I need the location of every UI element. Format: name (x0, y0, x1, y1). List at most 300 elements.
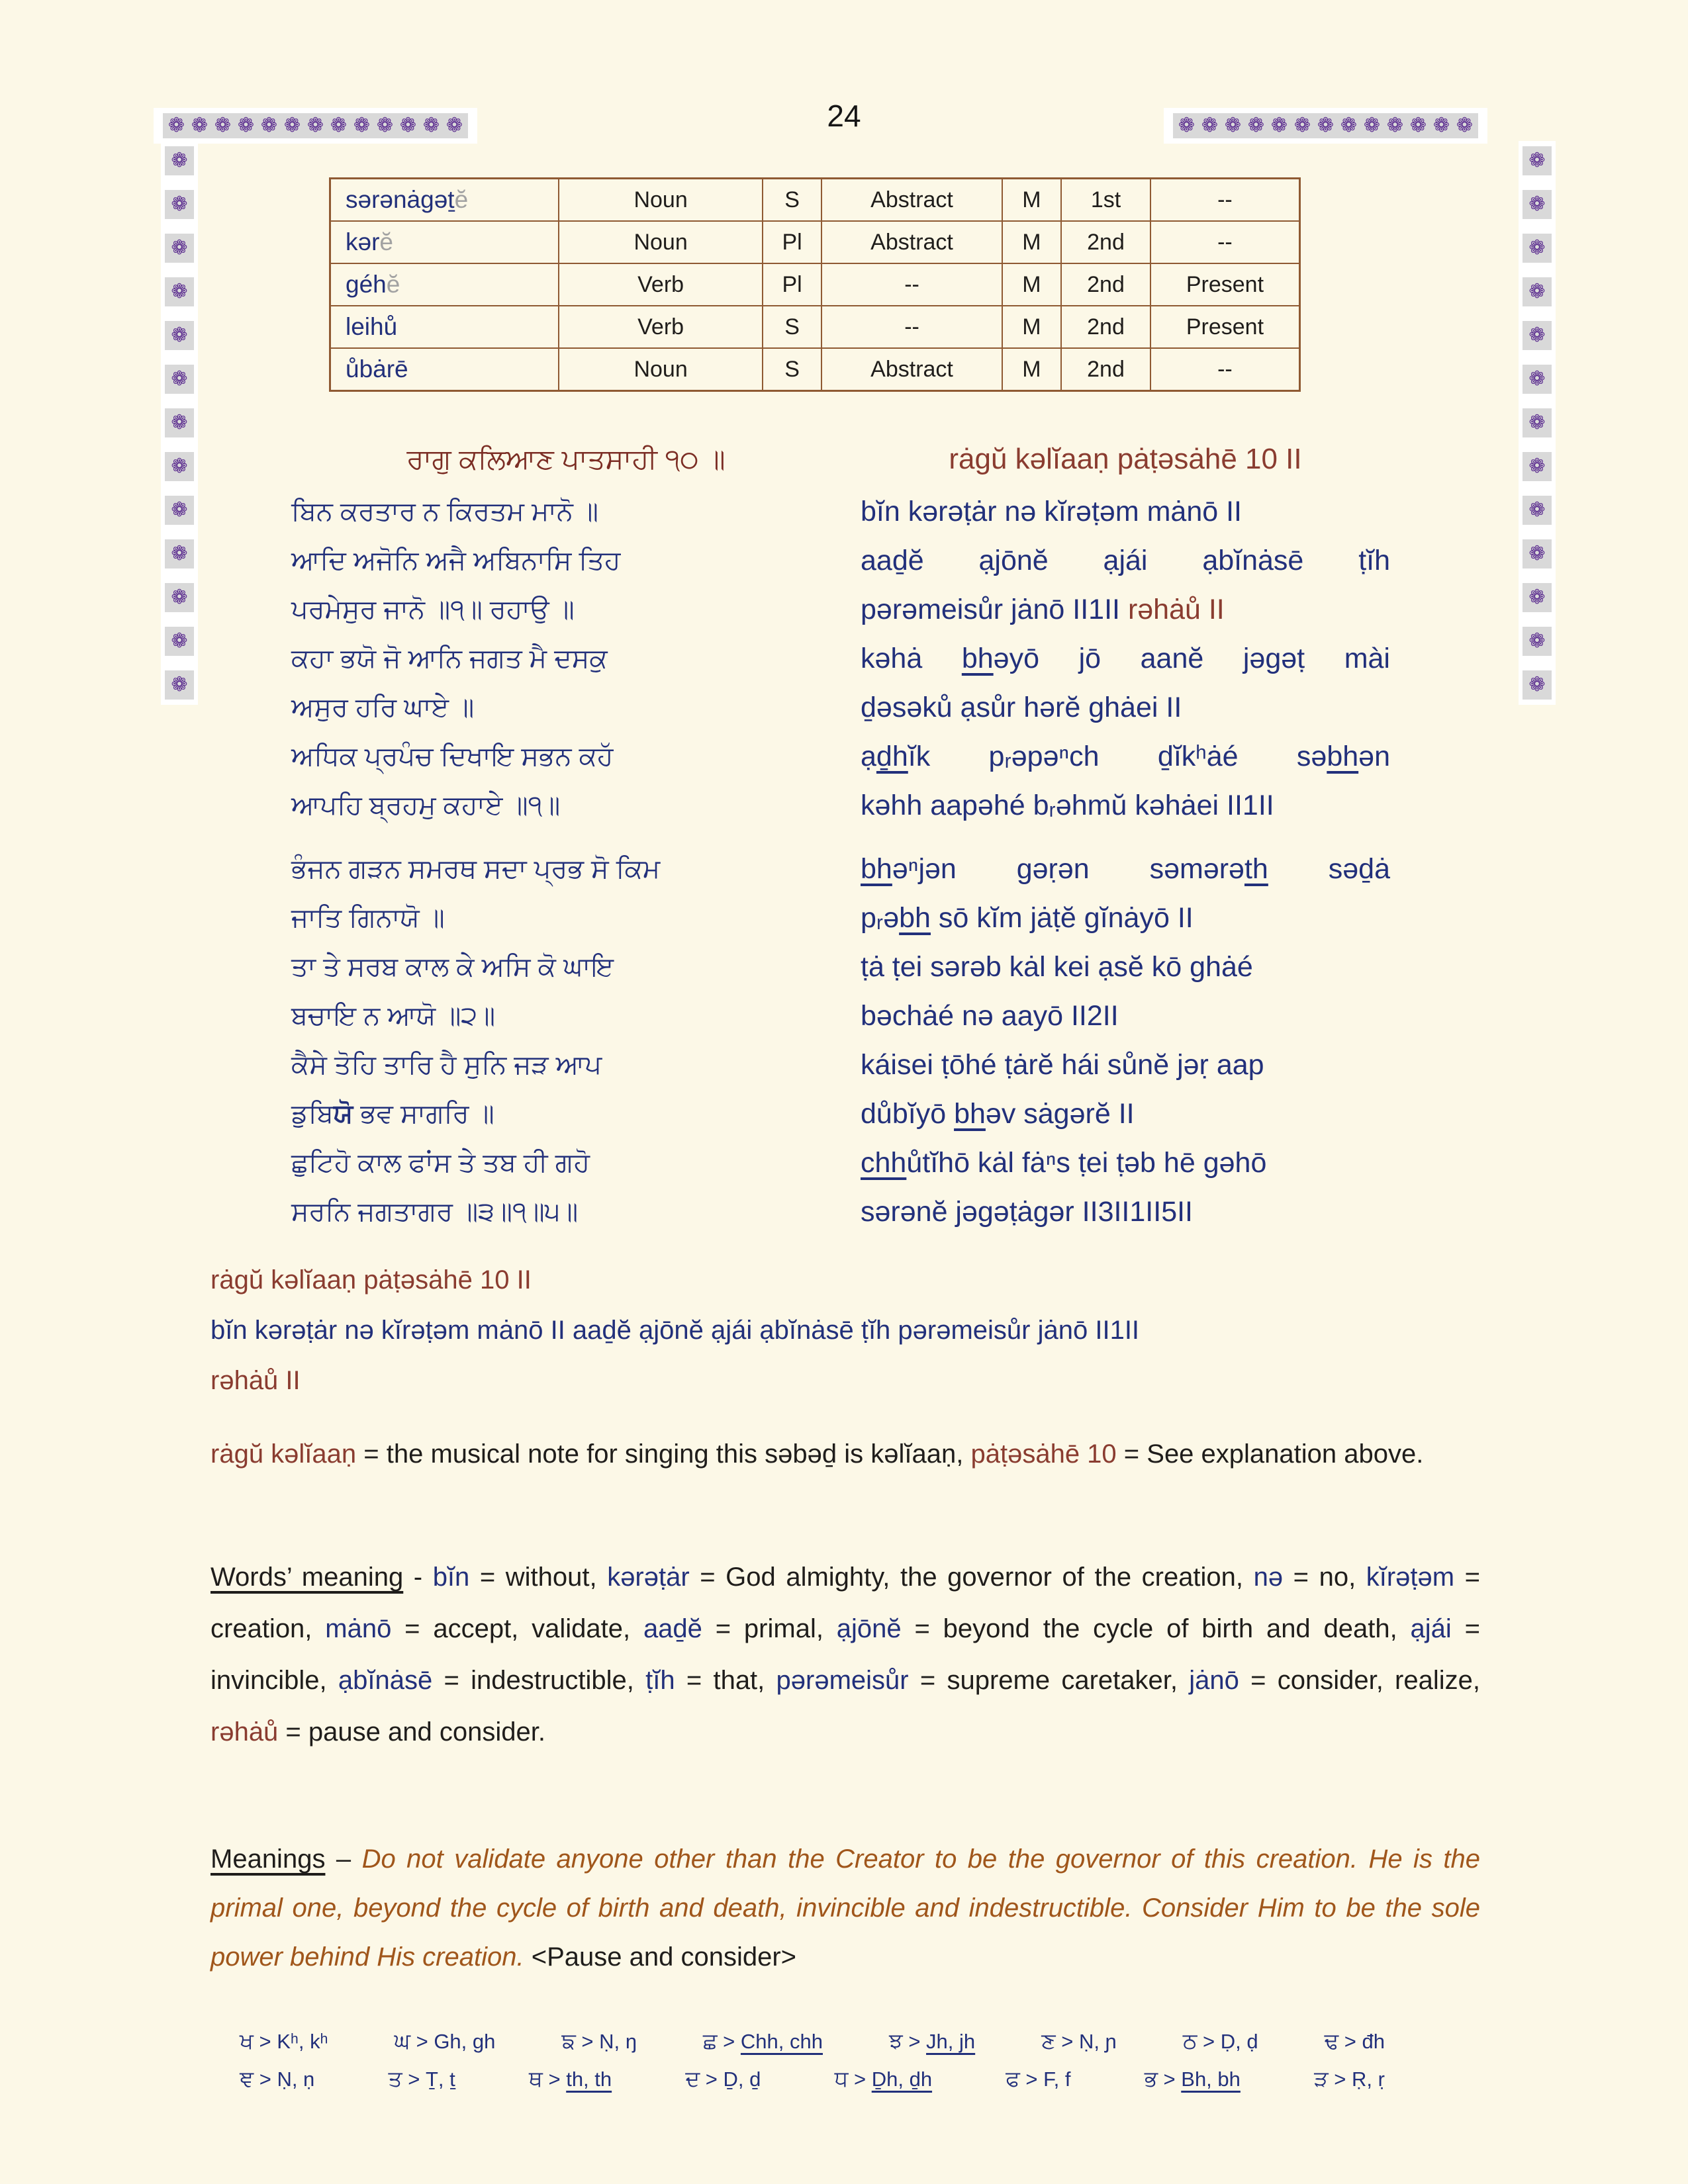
text-line (861, 1138, 1390, 1187)
roman-equivalent: Ṇ, ṇ (277, 2068, 315, 2091)
table-cell: -- (1150, 221, 1300, 263)
gurmukhi-letter: ਝ (888, 2028, 903, 2053)
text-segment: ਬਿਨ ਕਰਤਾਰ ਨ ਕਿਰਤਮ ਮਾਨੋ ॥ (291, 497, 598, 526)
flower-icon: ❁ (1363, 114, 1381, 136)
text-segment: əv sȧgərĕ II (985, 1098, 1135, 1130)
maps-to-symbol: > (410, 2030, 434, 2053)
text-segment: ạbĭnȧsē (338, 1666, 433, 1695)
legend-row-1 (240, 2023, 1385, 2060)
table-cell: Pl (763, 263, 821, 306)
flower-icon: ❁ (1523, 452, 1552, 481)
text-segment: ĭk pᵣəpəⁿch ḏĭkʰȧé sə (908, 741, 1327, 772)
flower-icon: ❁ (1340, 114, 1358, 136)
roman-equivalent: Kʰ, kʰ (277, 2030, 328, 2053)
flower-icon: ❁ (165, 539, 194, 569)
table-cell: -- (821, 263, 1002, 306)
gurmukhi-letter: ਖ (240, 2028, 254, 2053)
text-segment: ਪਰਮੇਸੁਰ ਜਾਨੋ ॥੧॥ ਰਹਾਉ ॥ (291, 595, 575, 624)
text-segment: = pause and consider. (278, 1717, 545, 1747)
text-segment: kərəṭȧr (607, 1563, 690, 1592)
flower-icon: ❁ (353, 114, 371, 136)
transliteration-legend (240, 2023, 1385, 2098)
text-segment: ਸਰਨਿ ਜਗਤਾਗਰ ॥੩॥੧॥੫॥ (291, 1197, 579, 1226)
flower-icon: ❁ (165, 496, 194, 525)
table-cell: 2nd (1061, 263, 1150, 306)
text-segment: ən (1358, 741, 1390, 772)
ornament-column-right (1519, 141, 1556, 705)
maps-to-symbol: > (253, 2030, 277, 2053)
roman-equivalent: Jh, jh (926, 2030, 976, 2053)
text-segment: səḏȧ (1268, 853, 1390, 885)
ornament-strip-top-right (1164, 108, 1487, 144)
maps-to-symbol: > (1197, 2030, 1221, 2053)
flower-icon: ❁ (1432, 114, 1450, 136)
page-number: 24 (827, 99, 861, 133)
text-segment: ਕਹਾ ਭਯੋ ਜੋ ਆਨਿ ਜਗਤ ਮੈ ਦਸਕੁ (291, 644, 608, 673)
flower-icon: ❁ (1523, 408, 1552, 437)
text-segment: ਅਧਿਕ ਪ੍ਰਪੰਚ ਦਿਖਾਇ ਸਭਨ ਕਹੱ (291, 742, 614, 771)
text-segment: bh (899, 902, 931, 934)
text-segment: rəhȧů II (211, 1366, 301, 1395)
flower-icon: ❁ (165, 408, 194, 437)
roman-equivalent: Ḏh, ḏh (871, 2068, 933, 2091)
text-segment: pərəmeisůr jȧnō II1II (861, 594, 1128, 625)
legend-item (1183, 2023, 1258, 2060)
legend-item (685, 2060, 761, 2098)
flower-icon: ❁ (283, 114, 301, 136)
flower-icon: ❁ (165, 277, 194, 306)
text-segment: ḏəsəků ạsůr hərĕ ghȧei II (861, 692, 1182, 723)
text-line (291, 536, 841, 585)
roman-equivalent: th, th (566, 2068, 612, 2091)
flower-icon: ❁ (1456, 114, 1474, 136)
text-segment: Meanings (211, 1844, 326, 1874)
text-segment: rȧgŭ kəlĭaaṇ (211, 1439, 357, 1469)
flower-icon: ❁ (237, 114, 255, 136)
text-segment: = supreme caretaker, (908, 1666, 1190, 1695)
table-cell: Verb (559, 263, 763, 306)
flower-icon: ❁ (399, 114, 417, 136)
text-line (861, 1040, 1390, 1089)
table-cell: -- (1150, 348, 1300, 391)
text-segment: leihů (346, 313, 398, 340)
legend-row-2 (240, 2060, 1385, 2098)
gurmukhi-letter: ਭ (1144, 2066, 1158, 2091)
flower-icon: ❁ (165, 365, 194, 394)
roman-equivalent: Ṇ, ŋ (599, 2030, 637, 2053)
text-segment: bĭn (432, 1563, 470, 1592)
flower-icon: ❁ (1224, 114, 1242, 136)
text-line (291, 585, 841, 634)
maps-to-symbol: > (402, 2068, 426, 2091)
legend-item (561, 2023, 637, 2060)
flower-icon: ❁ (1386, 114, 1404, 136)
text-segment: kəhh aapəhé bᵣəhmŭ kəhȧei II1II (861, 790, 1274, 821)
text-segment: bh (861, 853, 892, 885)
text-segment: jȧnō (1189, 1666, 1239, 1695)
text-segment: sō kĭm jȧṭĕ gĭnȧyō II (930, 902, 1194, 934)
legend-item (1314, 2060, 1385, 2098)
legend-item (1041, 2023, 1117, 2060)
text-line (861, 781, 1390, 830)
maps-to-symbol: > (542, 2068, 567, 2091)
word-cell (330, 221, 559, 263)
text-segment: ạ (861, 741, 876, 772)
table-cell: M (1002, 348, 1061, 391)
text-segment: rȧgŭ kəlĭaaṇ pȧṭəsȧhē 10 II (211, 1265, 532, 1295)
text-segment: rəhȧů (211, 1717, 279, 1747)
table-cell: Verb (559, 306, 763, 348)
table-cell: 1st (1061, 179, 1150, 222)
flower-icon: ❁ (1270, 114, 1288, 136)
gurmukhi-letter: ਧ (834, 2066, 849, 2091)
text-segment: = that, (675, 1666, 776, 1695)
text-segment: = beyond the cycle of birth and death, (901, 1614, 1411, 1643)
flower-icon: ❁ (165, 190, 194, 219)
roman-equivalent: Gh, gh (434, 2030, 496, 2053)
flower-icon: ❁ (1293, 114, 1311, 136)
flower-icon: ❁ (1247, 114, 1265, 136)
text-line (861, 585, 1390, 634)
text-segment: = consider, realize, (1239, 1666, 1480, 1695)
table-row (330, 306, 1300, 348)
table-cell: 2nd (1061, 221, 1150, 263)
text-segment: = accept, validate, (391, 1614, 643, 1643)
gurmukhi-letter: ਥ (528, 2066, 543, 2091)
legend-item (394, 2023, 495, 2060)
text-segment: géh (346, 271, 387, 298)
table-cell: Abstract (821, 179, 1002, 222)
text-segment: bəchȧé nə aayō II2II (861, 1000, 1119, 1032)
flower-icon: ❁ (445, 114, 463, 136)
text-segment: aaḏĕ (643, 1614, 702, 1643)
words-meaning-paragraph (211, 1551, 1480, 1758)
flower-icon: ❁ (330, 114, 348, 136)
text-line (291, 1040, 841, 1089)
flower-icon: ❁ (376, 114, 394, 136)
table-cell: -- (821, 306, 1002, 348)
legend-item (240, 2060, 314, 2098)
legend-item (835, 2060, 932, 2098)
text-line (291, 1138, 841, 1187)
table-cell: Abstract (821, 348, 1002, 391)
text-segment: sərənȧgəṯ (346, 186, 455, 213)
table-cell: S (763, 179, 821, 222)
text-segment: rəhȧů II (1127, 594, 1225, 625)
table-cell: Noun (559, 221, 763, 263)
roman-equivalent: đh (1362, 2030, 1385, 2053)
text-segment: ḏh (876, 741, 908, 772)
table-cell: M (1002, 263, 1061, 306)
text-line (861, 634, 1390, 683)
gurmukhi-letter: ਦ (685, 2066, 700, 2091)
text-segment: = the musical note for singing this səbəḏ is kəlĭaaṇ, (356, 1439, 971, 1469)
gurmukhi-letter: ਤ (388, 2066, 402, 2091)
text-segment: = See explanation above. (1116, 1439, 1424, 1469)
text-segment: bĭn kərəṭȧr nə kĭrəṭəm mȧnō II (861, 496, 1242, 527)
gurmukhi-heading: ਰਾਗੁ ਕਲਿਆਣ ਪਾਤਸਾਹੀ ੧੦ ॥ (406, 443, 726, 475)
text-segment: = creation, (211, 1563, 1481, 1643)
legend-item (240, 2023, 328, 2060)
text-segment: = no, (1283, 1563, 1366, 1592)
text-segment: sərənĕ jəgəṭȧgər II3II1II5II (861, 1196, 1193, 1228)
flower-icon: ❁ (260, 114, 278, 136)
text-segment: pᵣə (861, 902, 900, 934)
text-line (211, 1355, 1477, 1406)
flower-ornament-row (1173, 113, 1478, 138)
roman-equivalent: Chh, chh (740, 2030, 823, 2053)
table-cell: Noun (559, 179, 763, 222)
text-segment: aaḏĕ ạjōnĕ ạjái ạbĭnȧsē ṭĭh (861, 545, 1390, 576)
text-line (861, 844, 1390, 893)
text-line (861, 487, 1390, 536)
text-segment: mȧnō (325, 1614, 392, 1643)
gurmukhi-letter: ੜ (1314, 2066, 1329, 2091)
text-line (291, 487, 841, 536)
flower-icon: ❁ (1523, 496, 1552, 525)
table-row (330, 263, 1300, 306)
grammar-table (329, 177, 1301, 392)
roman-equivalent: F, f (1043, 2068, 1071, 2091)
legend-item (703, 2023, 823, 2060)
flower-icon: ❁ (1523, 583, 1552, 612)
text-line (291, 942, 841, 991)
text-segment: káisei ṭōhé ṭȧrĕ hái sůnĕ jəṛ aap (861, 1049, 1264, 1081)
table-cell: Pl (763, 221, 821, 263)
flower-icon: ❁ (1523, 539, 1552, 569)
text-segment: = without, (469, 1563, 608, 1592)
shabad-section (291, 438, 1390, 1236)
text-segment: – (325, 1844, 362, 1874)
flower-icon: ❁ (165, 670, 194, 700)
text-segment: = invincible, (211, 1614, 1480, 1695)
table-cell: Abstract (821, 221, 1002, 263)
table-cell: M (1002, 179, 1061, 222)
table-row (330, 179, 1300, 222)
flower-icon: ❁ (1523, 277, 1552, 306)
flower-icon: ❁ (422, 114, 440, 136)
flower-icon: ❁ (167, 114, 185, 136)
text-segment: bh (954, 1098, 986, 1130)
text-line (291, 732, 841, 781)
maps-to-symbol: > (1019, 2068, 1044, 2091)
text-segment: ṭĭh (645, 1666, 675, 1695)
text-line (291, 634, 841, 683)
flower-icon: ❁ (191, 114, 209, 136)
text-segment: ਤਾ ਤੇ ਸਰਬ ਕਾਲ ਕੇ ਅਸਿ ਕੋ ਘਾਇ (291, 952, 614, 981)
table-cell: 2nd (1061, 348, 1150, 391)
text-segment: nə (1253, 1563, 1284, 1592)
text-segment: əyō jō aanĕ jəgəṭ mài (993, 643, 1390, 674)
table-cell: Present (1150, 306, 1300, 348)
gurmukhi-column (291, 438, 841, 1236)
legend-item (1006, 2060, 1070, 2098)
word-cell (330, 348, 559, 391)
roman-equivalent: Ṇ, ɲ (1078, 2030, 1117, 2053)
gurmukhi-letter: ਠ (1182, 2028, 1197, 2053)
flower-icon: ❁ (1523, 365, 1552, 394)
maps-to-symbol: > (848, 2068, 872, 2091)
flower-icon: ❁ (1178, 114, 1196, 136)
table-row (330, 348, 1300, 391)
text-segment: ਅਸੁਰ ਹਰਿ ਘਾਏ ॥ (291, 693, 475, 722)
flower-icon: ❁ (165, 146, 194, 175)
text-segment: ਡੁਬਿ (291, 1099, 334, 1128)
maps-to-symbol: > (700, 2068, 724, 2091)
text-segment: ਕੈਸੇ ਤੋਹਿ ਤਾਰਿ ਹੈ ਸੁਨਿ ਜੜ ਆਪ (291, 1050, 602, 1079)
gurmukhi-letter: ਫ (1006, 2066, 1020, 2091)
text-segment: bĭn kərəṭȧr nə kĭrəṭəm mȧnō II aaḏĕ ạjōnĕ ạjái ạbĭnȧsē ṭĭh pərəmeisůr jȧnō II1II (211, 1316, 1140, 1345)
flower-icon: ❁ (1523, 146, 1552, 175)
gurmukhi-letter: ਣ (1041, 2028, 1056, 2053)
text-segment: ůbȧrē (346, 355, 408, 383)
text-line (211, 1255, 1477, 1305)
text-segment: əⁿjən gəṛən səmərə (892, 853, 1244, 885)
gurmukhi-letter: ਞ (240, 2066, 254, 2091)
flower-icon: ❁ (1201, 114, 1219, 136)
table-row (330, 221, 1300, 263)
text-segment: = God almighty, the governor of the creation, (689, 1563, 1254, 1592)
text-line (861, 893, 1390, 942)
text-segment: ਛੁਟਿਹੋ ਕਾਲ ਫਾਂਸ ਤੇ ਤਬ ਹੀ ਗਹੋ (291, 1148, 590, 1177)
text-line (211, 1305, 1477, 1355)
text-segment: - (403, 1563, 433, 1592)
meanings-paragraph (211, 1835, 1480, 1981)
text-segment: <Pause and consider> (524, 1942, 796, 1972)
text-line (861, 683, 1390, 732)
maps-to-symbol: > (1157, 2068, 1182, 2091)
flower-icon: ❁ (1523, 190, 1552, 219)
text-segment: Words’ meaning (211, 1563, 404, 1592)
text-line (861, 1187, 1390, 1236)
table-cell: S (763, 306, 821, 348)
text-segment: ṭȧ ṭei sərəb kȧl kei ạsĕ kō ghȧé (861, 951, 1253, 983)
gurmukhi-letter: ਙ (561, 2028, 576, 2053)
flower-icon: ❁ (1523, 234, 1552, 263)
gurmukhi-letter: ਢ (1324, 2028, 1339, 2053)
maps-to-symbol: > (254, 2068, 277, 2091)
maps-to-symbol: > (1055, 2030, 1079, 2053)
flower-icon: ❁ (1317, 114, 1335, 136)
ornament-column-left (161, 141, 198, 705)
flower-icon: ❁ (165, 583, 194, 612)
gurmukhi-letter: ਛ (702, 2028, 718, 2053)
text-segment: ạjái (1410, 1614, 1452, 1643)
gurmukhi-verse (291, 487, 841, 1236)
text-line (861, 732, 1390, 781)
text-segment: ĕ (379, 228, 393, 255)
table-cell: Noun (559, 348, 763, 391)
text-line (291, 683, 841, 732)
text-segment: ਯੋ (333, 1099, 353, 1128)
text-line (291, 893, 841, 942)
text-segment: Do not validate anyone other than the Creator to be the governor of this creation. He is the primal one, beyond the cycle of birth and death, invincible and indestructible. Consider Him to be the sole power behind His creation. (211, 1844, 1480, 1972)
text-segment: = indestructible, (432, 1666, 646, 1695)
text-segment: ůtĭhō kȧl fȧⁿs ṭei ṭəb hē gəhō (906, 1147, 1267, 1179)
flower-icon: ❁ (1523, 627, 1552, 656)
text-segment: kəhȧ (861, 643, 962, 674)
maps-to-symbol: > (575, 2030, 600, 2053)
legend-item (1145, 2060, 1241, 2098)
text-segment: ਭੰਜਨ ਗੜਨ ਸਮਰਥ ਸਦਾ ਪ੍ਰਭ ਸੋ ਕਿਮ (291, 854, 661, 884)
flower-icon: ❁ (306, 114, 324, 136)
legend-item (889, 2023, 975, 2060)
text-segment: th (1244, 853, 1268, 885)
raag-explanation-paragraph (211, 1428, 1477, 1480)
text-line (291, 1187, 841, 1236)
text-segment: pərəmeisůr (776, 1666, 909, 1695)
text-segment: ਆਦਿ ਅਜੋਨਿ ਅਜੈ ਅਬਿਨਾਸਿ ਤਿਹ (291, 546, 621, 575)
text-segment: ਜਾਤਿ ਗਿਨਾਯੋ ॥ (291, 903, 445, 933)
table-cell: M (1002, 306, 1061, 348)
text-segment: ਬਚਾਇ ਨ ਆਯੋ ॥੨॥ (291, 1001, 496, 1030)
flower-icon: ❁ (165, 234, 194, 263)
maps-to-symbol: > (717, 2030, 741, 2053)
text-segment: ạjōnĕ (836, 1614, 902, 1643)
text-line (861, 991, 1390, 1040)
roman-equivalent: Ṛ, ṛ (1351, 2068, 1385, 2091)
text-segment: ਆਪਹਿ ਬ੍ਰਹਮੁ ਕਹਾਏ ॥੧॥ (291, 791, 561, 820)
transliteration-column (861, 438, 1390, 1236)
maps-to-symbol: > (902, 2030, 927, 2053)
roman-equivalent: Bh, bh (1181, 2068, 1241, 2091)
text-segment: ਭਵ ਸਾਗਰਿ ॥ (353, 1099, 494, 1128)
transliteration-verse (861, 487, 1390, 1236)
table-cell: S (763, 348, 821, 391)
text-segment: pȧṭəsȧhē 10 (970, 1439, 1117, 1469)
text-segment: chh (861, 1147, 907, 1179)
flower-icon: ❁ (165, 321, 194, 350)
text-line (861, 1089, 1390, 1138)
legend-item (529, 2060, 612, 2098)
text-segment: důbĭyō (861, 1098, 955, 1130)
gurmukhi-letter: ਘ (394, 2028, 410, 2053)
maps-to-symbol: > (1328, 2068, 1352, 2091)
text-segment: ĕ (454, 186, 469, 213)
word-cell (330, 263, 559, 306)
roman-equivalent: Ḍ, ḍ (1220, 2030, 1258, 2053)
roman-equivalent: Ṯ, ṯ (425, 2068, 455, 2091)
text-line (861, 942, 1390, 991)
legend-item (388, 2060, 455, 2098)
text-segment: bh (1327, 741, 1359, 772)
word-cell (330, 306, 559, 348)
flower-icon: ❁ (1523, 321, 1552, 350)
roman-equivalent: Ḏ, ḏ (723, 2068, 761, 2091)
text-segment: kĭrəṭəm (1366, 1563, 1455, 1592)
text-line (291, 844, 841, 893)
text-segment: bh (961, 643, 994, 674)
word-cell (330, 179, 559, 222)
text-line (861, 536, 1390, 585)
text-line (291, 991, 841, 1040)
text-line (291, 781, 841, 830)
transliteration-heading: rȧgŭ kəlĭaaṇ pȧṭəsȧhē 10 II (949, 443, 1302, 475)
flower-icon: ❁ (214, 114, 232, 136)
table-cell: M (1002, 221, 1061, 263)
text-segment: kər (346, 228, 380, 255)
flower-icon: ❁ (1409, 114, 1427, 136)
table-cell: Present (1150, 263, 1300, 306)
text-line (291, 1089, 841, 1138)
shabad-repeat-paragraph (211, 1255, 1477, 1406)
text-segment: = primal, (702, 1614, 837, 1643)
flower-icon: ❁ (165, 452, 194, 481)
table-cell: -- (1150, 179, 1300, 222)
maps-to-symbol: > (1338, 2030, 1362, 2053)
table-cell: 2nd (1061, 306, 1150, 348)
text-segment: ĕ (386, 271, 400, 298)
